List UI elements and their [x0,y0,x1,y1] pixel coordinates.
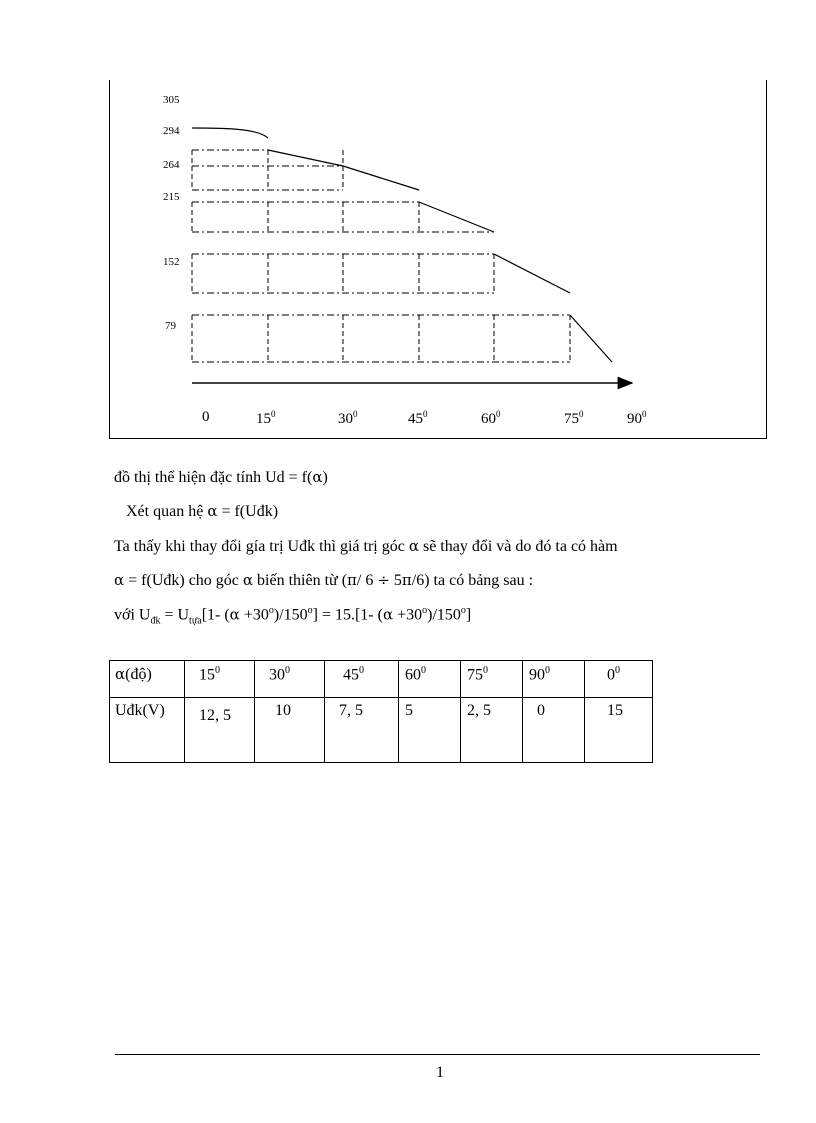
chart-svg [0,0,816,460]
y-tick-305: 305 [163,94,180,106]
x-tick-60: $60^0$ [481,409,501,427]
table-cell: $60^0$ [399,661,461,698]
curve-segment-3 [419,202,494,232]
table-cell: 7, 5 [325,698,399,763]
page-number: 1 [436,1064,444,1081]
table-cell: $30^0$ [255,661,325,698]
y-tick-79: 79 [165,320,176,332]
table-cell: 0 [523,698,585,763]
x-tick-45: $45^0$ [408,409,428,427]
y-tick-294: 294 [163,125,180,137]
table-cell: 12, 5 [185,698,255,763]
table-cell: 15 [585,698,653,763]
curve-segment-1 [268,150,343,166]
table-row-udk [110,698,653,763]
alpha-udk-table [109,660,653,763]
x-tick-75: $75^0$ [564,409,584,427]
x-tick-0: 0 [202,409,210,425]
formula-line: với $U_{đk} = U_{tựa}[1-$ $(\alpha +30^o)/150^o] = 15.[1-$ $(\alpha +30^o)/150^o$] [114,605,472,627]
table-cell: $75^0$ [461,661,523,698]
table-header-udk: Uđk(V) [110,698,185,763]
table-cell: $15^0$ [185,661,255,698]
y-tick-215: 215 [163,191,180,203]
body-line-2: α = f(Uđk) cho góc α biến thiên từ (π/ 6 ÷ 5π/6) ta có bảng sau : [114,571,534,589]
table-header-alpha: α(độ) [110,661,185,698]
y-tick-264: 264 [163,159,180,171]
table-cell: 2, 5 [461,698,523,763]
chart-caption: đồ thị thể hiện đặc tính Ud = f(α) [114,468,328,486]
table-cell: 10 [255,698,325,763]
x-tick-90: $90^0$ [627,409,647,427]
x-tick-30: $30^0$ [338,409,358,427]
y-tick-152: 152 [163,256,180,268]
x-tick-15: $15^0$ [256,409,276,427]
table-cell: $0^0$ [585,661,653,698]
table-cell: 5 [399,698,461,763]
curve-segment-2 [343,166,419,190]
curve-segment-5 [570,315,612,362]
body-line-1: Ta thấy khi thay đổi gía trị Uđk thì giá trị góc α sẽ thay đổi và do đó ta có hàm [114,537,618,555]
footer-divider [115,1054,760,1055]
table-cell: $90^0$ [523,661,585,698]
curve-segment-4 [494,254,570,293]
table-row-alpha [110,661,653,698]
table-cell: $45^0$ [325,661,399,698]
curve-segment-start [192,128,268,138]
relation-line: Xét quan hệ α = f(Uđk) [126,502,279,520]
